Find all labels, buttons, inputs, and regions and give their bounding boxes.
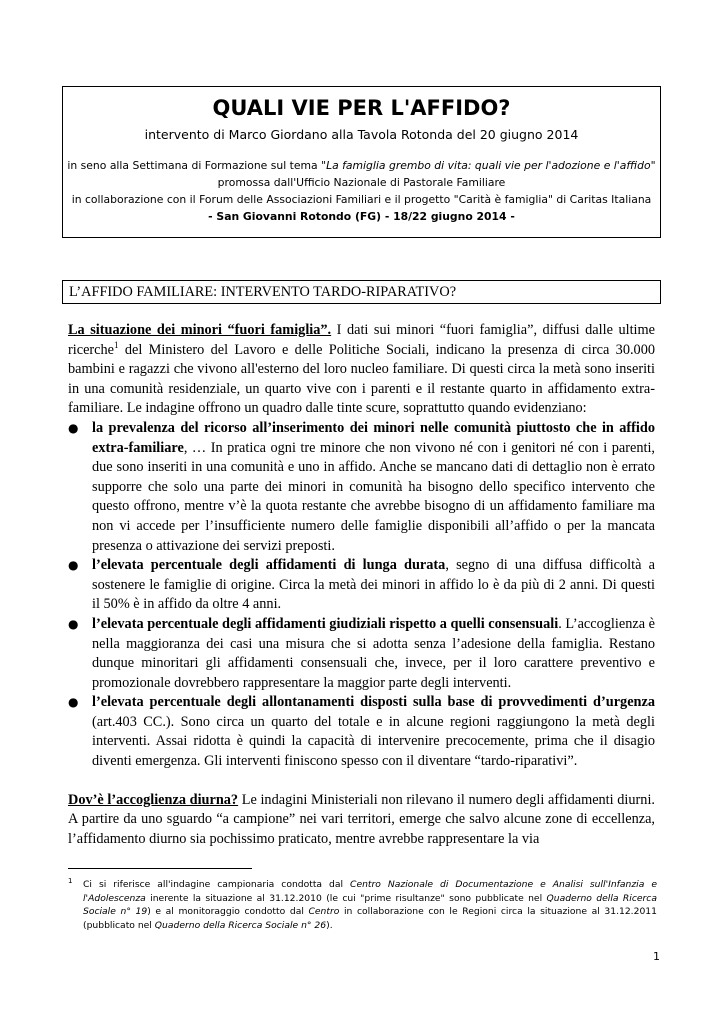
list-item-lead: l’elevata percentuale degli affidamenti giudiziali rispetto a quelli consensuali (92, 615, 559, 632)
bullet-icon: ● (68, 616, 79, 631)
footnote-segment: ). (326, 919, 333, 931)
list-item-text: , … In pratica ogni tre minore che non vivono né con i genitori né con i parenti, due sono inseriti in una comunità e uno in affido. Anche se mancano dati di dettaglio non è errato supporre che solo una parte dei minori in comunità ha bisogno dello specifico intervento che questo offrono, mentre v’è la quota restante che avrebbe bisogno di un affidamento familiare ma non vi accede per l’insufficiente numero delle famiglie disponibili all’affido o per la mancata presenza o attivazione dei servizi preposti. (92, 439, 655, 554)
list-item-lead: la prevalenza del ricorso all’inserimento dei minori nelle comunità piuttosto che in affido extra-familiare (92, 419, 655, 456)
section-heading: L’AFFIDO FAMILIARE: INTERVENTO TARDO-RIPARATIVO? (62, 280, 661, 304)
list-item (68, 693, 655, 771)
event-theme-line (63, 157, 660, 174)
page-title: QUALI VIE PER L'AFFIDO? (212, 96, 511, 120)
title-box (62, 86, 661, 238)
footnote-segment: ) e al monitoraggio condotto dal (147, 906, 309, 918)
footnote-segment: inerente la situazione al 31.12.2010 (le cui "prime risultanze" sono pubblicate nel (145, 892, 547, 904)
footnote-source: Quaderno della Ricerca Sociale n° 26 (154, 919, 327, 931)
footnote-segment: Ci si riferisce all'indagine campionaria condotta dal (83, 879, 351, 890)
bullet-icon: ● (68, 558, 79, 573)
footnote-source: Centro Nazionale di Documentazione e Analisi sull'Infanzia e l'Adolescenza (83, 879, 657, 904)
event-theme-suffix: " (650, 159, 656, 172)
footnote (68, 878, 657, 932)
page-subtitle: intervento di Marco Giordano alla Tavola Rotonda del 20 giugno 2014 (144, 127, 579, 142)
body-text (68, 321, 655, 849)
paragraph-text: I dati sui minori “fuori famiglia”, diffusi dalle ultime ricerche (68, 322, 655, 358)
list-item (68, 556, 655, 615)
event-info (63, 157, 660, 225)
footnote-divider (68, 868, 252, 869)
paragraph-lead: Dov’è l’accoglienza diurna? (68, 791, 239, 808)
bullet-icon: ● (68, 420, 79, 435)
footnote-segment: in collaborazione con le Regioni circa la situazione al 31.12.2011 (pubblicato nel (83, 906, 657, 931)
paragraph-lead: La situazione dei minori “fuori famiglia”. (68, 322, 332, 338)
list-item (68, 615, 655, 693)
list-item-lead: l’elevata percentuale degli affidamenti di lunga durata (92, 557, 446, 574)
bullet-icon: ● (68, 695, 79, 710)
event-place-dates: - San Giovanni Rotondo (FG) - 18/22 giugno 2014 - (208, 210, 515, 223)
page-number: 1 (653, 950, 660, 963)
list-item (68, 419, 655, 556)
paragraph-situation (68, 321, 655, 419)
bullet-list (68, 419, 655, 772)
footnote-text (68, 878, 657, 932)
paragraph-day-care (68, 791, 655, 850)
event-organizer-line: promossa dall'Ufficio Nazionale di Pastorale Familiare (217, 176, 506, 189)
list-item-lead: l’elevata percentuale degli allontanamenti disposti sulla base di provvedimenti d’urgenza (92, 694, 655, 711)
footnote-reference[interactable]: 1 (114, 339, 119, 350)
event-theme-title: La famiglia grembo di vita: quali vie per l'adozione e l'affido (326, 159, 651, 172)
list-item-text: . L’accoglienza è nella maggioranza dei casi una misura che si adotta senza l’adesione della famiglia. Restano dunque minoritari gli affidamenti consensuali che, invece, per il loro carattere preventivo e promozionale dovrebbero rappresentare la maggior parte degli interventi. (92, 615, 655, 691)
footnote-source: Centro (308, 906, 340, 918)
event-theme-prefix: in seno alla Settimana di Formazione sul tema " (67, 159, 327, 172)
footnote-mark: 1 (68, 877, 73, 885)
paragraph-text: Le indagini Ministeriali non rilevano il numero degli affidamenti diurni. A partire da uno sguardo “a campione” nei vari territori, emerge che salvo alcune zone di eccellenza, l’affidamento diurno sia pochissimo praticato, mentre avrebbe rappresentare la via (68, 791, 655, 847)
list-item-text: (art.403 CC.). Sono circa un quarto del totale e in alcune regioni raggiungono la metà degli interventi. Assai ridotta è quindi la capacità di intervenire precocemente, prima che il disagio diventi emergenza. Gli interventi finiscono spesso con il diventare “tardo-riparativi”. (92, 713, 655, 770)
footnote-source: Quaderno della Ricerca Sociale n° 19 (83, 892, 657, 918)
event-collaboration-line: in collaborazione con il Forum delle Associazioni Familiari e il progetto "Carità è famiglia" di Caritas Italiana (71, 193, 652, 206)
list-item-text: , segno di una diffusa difficoltà a sostenere le famiglie di origine. Circa la metà dei minori in affido lo è da più di 2 anni. Di questi il 50% è in affido da oltre 4 anni. (92, 557, 655, 613)
paragraph-text: del Ministero del Lavoro e delle Politiche Sociali, indicano la presenza di circa 30.000 bambini e ragazzi che vivono all'esterno del loro nucleo familiare. Di questi circa la metà sono inseriti in una comunità residenziale, un quarto vive con i parenti e il restante quarto in affidamento extra-familiare. Le indagine offrono un quadro dalle tinte scure, soprattutto quando evidenziano: (68, 341, 655, 417)
spacer (68, 772, 655, 791)
